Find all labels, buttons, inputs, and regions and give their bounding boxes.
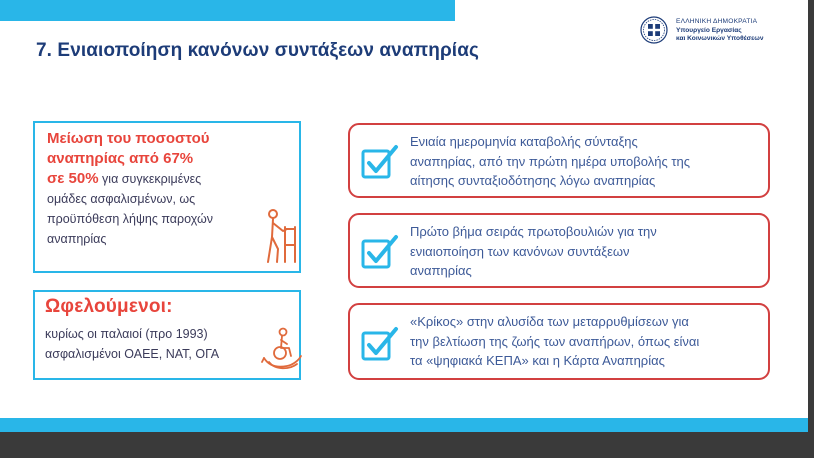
checkbox-check-icon [360,325,400,365]
threshold-highlight: σε 50% [47,170,99,187]
benefit-card-line: Πρώτο βήμα σειράς πρωτοβουλιών για την [410,224,657,239]
benefit-card-line: Ενιαία ημερομηνία καταβολής σύνταξης [410,134,638,149]
ministry-line-1: ΕΛΛΗΝΙΚΗ ΔΗΜΟΚΡΑΤΙΑ [676,18,758,25]
benefit-card-line: τα «ψηφιακά ΚΕΠΑ» και η Κάρτα Αναπηρίας [410,353,665,368]
walker-person-icon [263,207,299,265]
benefit-card-line: αίτησης συνταξιοδότησης λόγω αναπηρίας [410,173,656,188]
threshold-line-3 [47,169,267,189]
disability-threshold-text [47,129,267,249]
benefit-card-payment-date [348,123,770,198]
beneficiaries-box [33,290,301,380]
beneficiaries-line-2: ασφαλισμένοι ΟΑΕΕ, ΝΑΤ, ΟΓΑ [45,347,220,361]
threshold-line-4: ομάδες ασφαλισμένων, ως [47,192,196,206]
page-title: 7. Ενιαιοποίηση κανόνων συντάξεων αναπηρίας [36,40,479,61]
benefit-card-text [410,222,762,281]
threshold-line-1: Μείωση του ποσοστού [47,130,210,147]
benefit-card-first-step [348,213,770,288]
benefit-card-line: αναπηρίας, από την πρώτη ημέρα υποβολής της [410,153,690,169]
wheelchair-hand-icon [261,326,303,372]
ministry-line-2: Υπουργείο Εργασίας [676,26,742,34]
ministry-name [676,18,764,44]
threshold-line-3-rest: για συγκεκριμένες [98,172,202,186]
bottom-accent-bar [0,418,808,432]
threshold-line-5: προϋπόθεση λήψης παροχών [47,212,213,226]
beneficiaries-text [45,324,275,364]
benefit-card-line: «Κρίκος» στην αλυσίδα των μεταρρυθμίσεων για [410,314,689,329]
benefit-card-reform-link [348,303,770,380]
beneficiaries-line-1: κυρίως οι παλαιοί (προ 1993) [45,327,208,341]
checkbox-check-icon [360,143,400,183]
benefit-card-text [410,312,762,371]
top-accent-bar [0,0,455,21]
benefit-card-text [410,132,762,191]
checkbox-check-icon [360,233,400,273]
beneficiaries-heading: Ωφελούμενοι: [45,296,173,317]
benefit-card-line: ενιαιοποίηση των κανόνων συντάξεων [410,243,630,259]
benefit-card-line: την βελτίωση της ζωής των αναπήρων, όπως είναι [410,333,700,349]
ministry-logo [640,16,808,52]
ministry-line-3: και Κοινωνικών Υποθέσεων [676,35,764,43]
benefit-card-line: αναπηρίας [410,263,472,278]
disability-threshold-box [33,121,301,273]
threshold-line-6: αναπηρίας [47,232,107,246]
greek-emblem-icon [640,16,668,44]
threshold-line-2: αναπηρίας από 67% [47,150,194,167]
